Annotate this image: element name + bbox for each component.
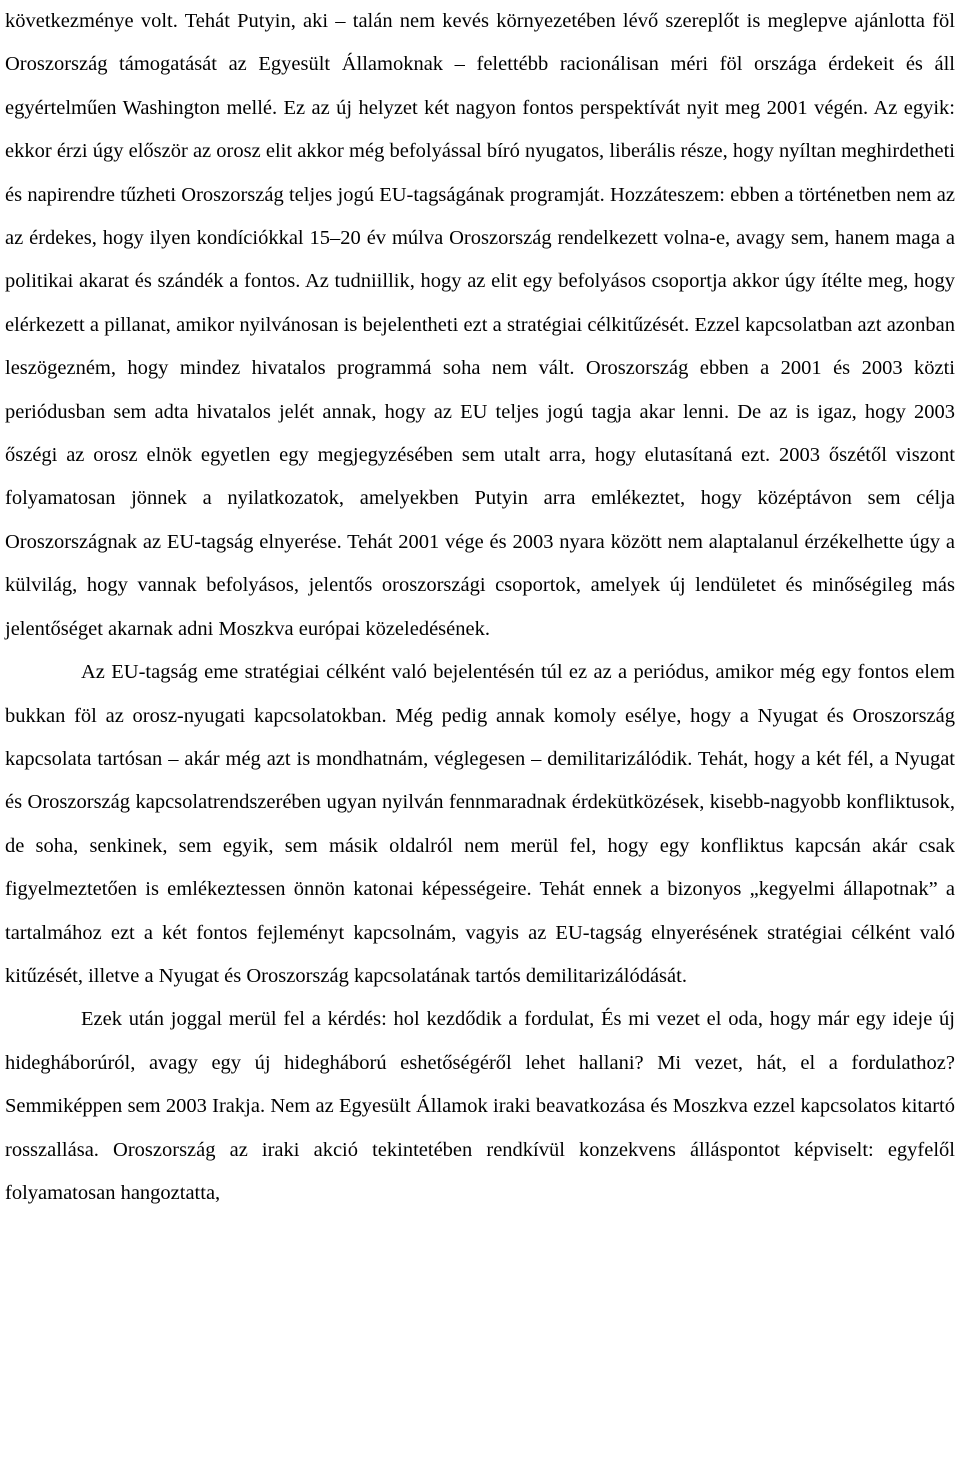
paragraph-3: Ezek után joggal merül fel a kérdés: hol kezdődik a fordulat, És mi vezet el oda, hogy már egy ideje új hidegháborúról, avagy egy új hidegháború eshetőségéről lehet hallani? Mi vezet, hát, el a fordulathoz? Semmiképpen sem 2003 Irakja. Nem az Egyesült Államok iraki beavatkozása és Moszkva ezzel kapcsolatos kitartó rosszallása. Oroszország az iraki akció tekintetében rendkívül konzekvens álláspontot képviselt: egyfelől folyamatosan hangoztatta, [5,1008,955,1204]
paragraph-2: Az EU-tagság eme stratégiai célként való bejelentésén túl ez az a periódus, amikor még egy fontos elem bukkan föl az orosz-nyugati kapcsolatokban. Még pedig annak komoly esélye, hogy a Nyugat és Oroszország kapcsolata tartósan – akár még azt is mondhatnám, véglegesen – demilitarizálódik. Tehát, hogy a két fél, a Nyugat és Oroszország kapcsolatrendszerében ugyan nyilván fennmaradnak érdekütközések, kisebb-nagyobb konfliktusok, de soha, senkinek, sem egyik, sem másik oldalról nem merül fel, hogy egy konfliktus kapcsán akár csak figyelmeztetően is emlékeztessen önnön katonai képességeire. Tehát ennek a bizonyos „kegyelmi állapotnak” a tartalmához ezt a két fontos fejleményt kapcsolnám, vagyis az EU-tagság elnyerésének stratégiai célként való kitűzését, illetve a Nyugat és Oroszország kapcsolatának tartós demilitarizálódását. [5,661,955,987]
document-page [5,0,955,1215]
paragraph-1: következménye volt. Tehát Putyin, aki – talán nem kevés környezetében lévő szereplőt is meglepve ajánlotta föl Oroszország támogatását az Egyesült Államoknak – felettébb racionálisan méri föl országa érdekeit és áll egyértelműen Washington mellé. Ez az új helyzet két nagyon fontos perspektívát nyit meg 2001 végén. Az egyik: ekkor érzi úgy először az orosz elit akkor még befolyással bíró nyugatos, liberális része, hogy nyíltan meghirdetheti és napirendre tűzheti Oroszország teljes jogú EU-tagságának programját. Hozzáteszem: ebben a történetben nem az az érdekes, hogy ilyen kondíciókkal 15–20 év múlva Oroszország rendelkezett volna-e, avagy sem, hanem maga a politikai akarat és szándék a fontos. Az tudniillik, hogy az elit egy befolyásos csoportja akkor úgy ítélte meg, hogy elérkezett a pillanat, amikor nyilvánosan is bejelentheti ezt a stratégiai célkitűzését. Ezzel kapcsolatban azt azonban leszögezném, hogy mindez hivatalos programmá soha nem vált. Oroszország ebben a 2001 és 2003 közti periódusban sem adta hivatalos jelét annak, hogy az EU teljes jogú tagja akar lenni. De az is igaz, hogy 2003 őszégi az orosz elnök egyetlen egy megjegyzésében sem utalt arra, hogy elutasítaná ezt. 2003 őszétől viszont folyamatosan jönnek a nyilatkozatok, amelyekben Putyin arra emlékeztet, hogy középtávon sem célja Oroszországnak az EU-tagság elnyerése. Tehát 2001 vége és 2003 nyara között nem alaptalanul érzékelhette úgy a külvilág, hogy vannak befolyásos, jelentős oroszországi csoportok, amelyek új lendületet és minőségileg más jelentőséget akarnak adni Moszkva európai közeledésének. [5,10,955,640]
